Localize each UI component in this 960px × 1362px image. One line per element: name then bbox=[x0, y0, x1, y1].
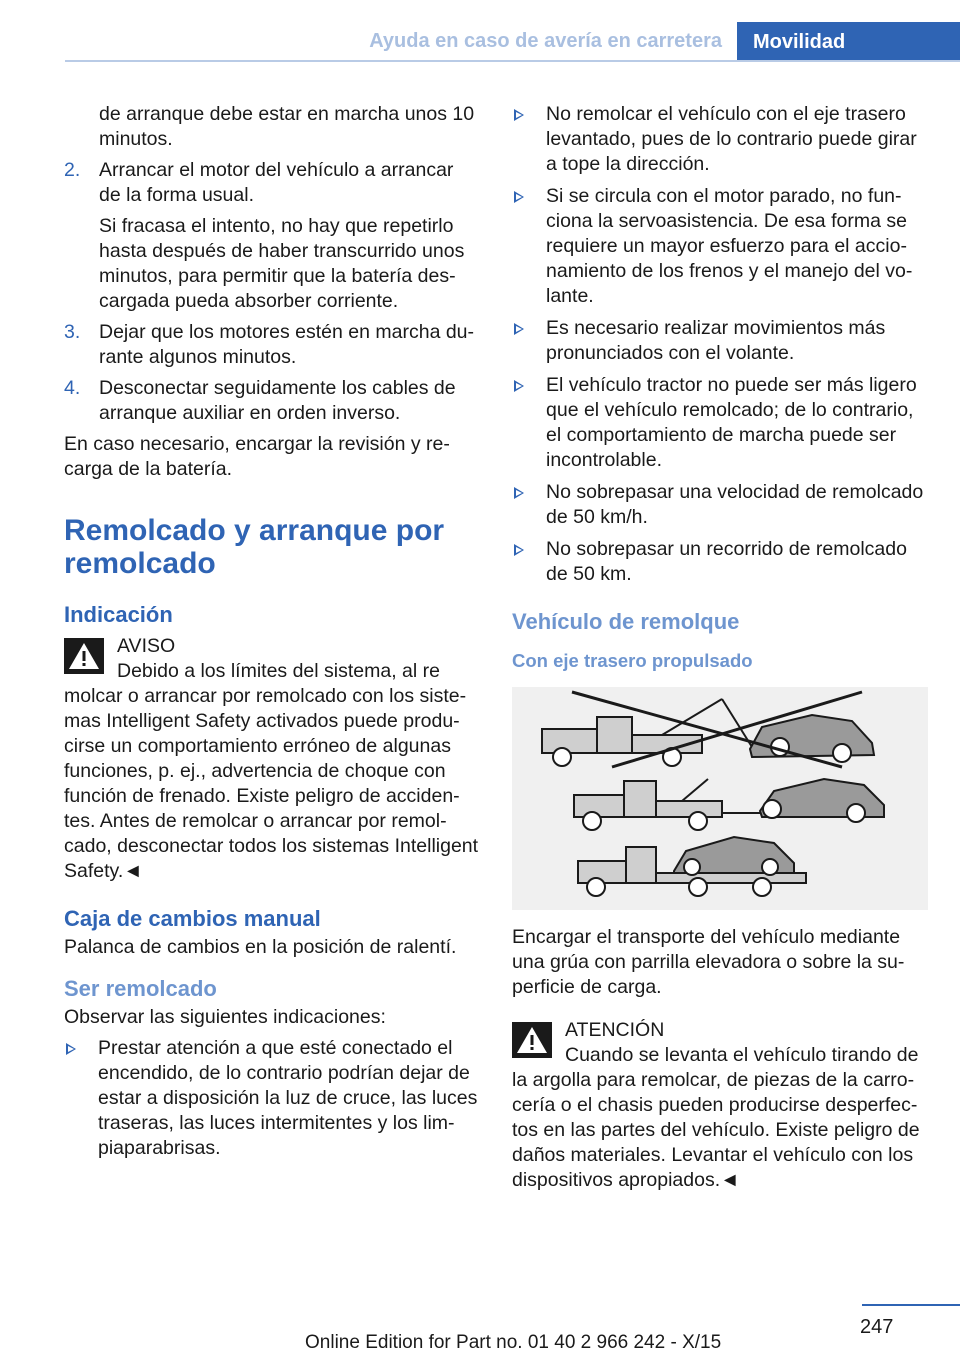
bullet-arrow-icon bbox=[514, 191, 524, 203]
subheading-manual-gearbox: Caja de cambios manual bbox=[64, 906, 321, 931]
step-subtext: Si fracasa el intento, no hay que repetirlo hasta después de haber transcurrido unos minutos, para permitir que la batería descargada pueda absorber corriente. bbox=[99, 215, 465, 312]
bullet-arrow-icon bbox=[514, 380, 524, 392]
figure-caption-text: Encargar el transporte del vehículo mediante una grúa con parrilla elevadora o sobre la superficie de carga. bbox=[512, 926, 905, 998]
list-item-text: No sobrepasar una velocidad de remolcado de 50 km/h. bbox=[546, 481, 924, 528]
step-number: 4. bbox=[64, 377, 81, 399]
step-text: Dejar que los motores estén en marcha durante algunos minutos. bbox=[99, 321, 475, 368]
list-item bbox=[512, 102, 928, 177]
warning-first-line: Debido a los límites del sistema, al re bbox=[117, 660, 440, 682]
being-towed-intro: Observar las siguientes indicaciones: bbox=[64, 1006, 386, 1028]
step-number: 3. bbox=[64, 321, 81, 343]
subheading-tow-vehicle: Vehículo de remolque bbox=[512, 609, 740, 634]
warning-icon bbox=[512, 1022, 552, 1058]
header-rule bbox=[65, 60, 960, 62]
step-text: Arrancar el motor del vehículo a arrancar de la forma usual. bbox=[99, 159, 454, 206]
towing-methods-illustration bbox=[512, 687, 928, 910]
subheading-indicacion: Indicación bbox=[64, 602, 173, 627]
list-item-text: El vehículo tractor no puede ser más ligero que el vehículo remolcado; de lo contrario, el comportamiento de marcha puede ser incontrolable. bbox=[546, 374, 917, 471]
list-item bbox=[64, 1036, 480, 1161]
list-item bbox=[512, 184, 928, 309]
list-item-text: Es necesario realizar movimientos más pronunciados con el volante. bbox=[546, 317, 886, 364]
warning-title: AVISO bbox=[117, 635, 176, 657]
step-item bbox=[64, 158, 480, 314]
bullet-arrow-icon bbox=[514, 487, 524, 499]
header-chapter-tab: Movilidad bbox=[737, 22, 960, 62]
list-item-text: Prestar atención a que esté conectado el encendido, de lo contrario podrían dejar de estar a disposición la luz de cruce, las luces traseras, las luces intermitentes y los limpiaparabrisas. bbox=[98, 1037, 478, 1159]
list-item-text: No sobrepasar un recorrido de remolcado de 50 km. bbox=[546, 538, 907, 585]
bullet-arrow-icon bbox=[514, 323, 524, 335]
list-item bbox=[512, 373, 928, 473]
step-item bbox=[64, 320, 480, 370]
header-section-title: Ayuda en caso de avería en carretera bbox=[369, 30, 722, 52]
warning-icon bbox=[64, 638, 104, 674]
manual-gearbox-text: Palanca de cambios en la posición de ralentí. bbox=[64, 936, 457, 958]
list-item bbox=[512, 316, 928, 366]
warning-body: la argolla para remolcar, de piezas de la carrocería o el chasis pueden producirse desperfectos en las partes del vehículo. Existe peligro de daños materiales. Levantar el vehículo con los dispositivos apropiados.◄ bbox=[512, 1069, 920, 1191]
page-number: 247 bbox=[860, 1316, 894, 1338]
list-item bbox=[512, 480, 928, 530]
subheading-rear-axle: Con eje trasero propulsado bbox=[512, 650, 753, 671]
warning-body: molcar o arrancar por remolcado con los sistemas Intelligent Safety activados puede producirse un comportamiento erróneo de algunas funciones, p. ej., advertencia de choque con función de frenado. Existe peligro de accidentes. Antes de remolcar o arrancar por remolcado, desconectar todos los sistemas Intelligent Safety.◄ bbox=[64, 685, 479, 882]
list-item-text: No remolcar el vehículo con el eje trasero levantado, pues de lo contrario puede girar a tope la dirección. bbox=[546, 103, 917, 175]
right-column bbox=[512, 102, 928, 1209]
subheading-being-towed: Ser remolcado bbox=[64, 976, 217, 1001]
step-text: Desconectar seguidamente los cables de arranque auxiliar en orden inverso. bbox=[99, 377, 456, 424]
bullet-arrow-icon bbox=[514, 109, 524, 121]
bullet-arrow-icon bbox=[514, 544, 524, 556]
warning-first-line: Cuando se levanta el vehículo tirando de bbox=[565, 1044, 919, 1066]
warning-aviso bbox=[64, 634, 480, 884]
warning-title: ATENCIÓN bbox=[565, 1019, 665, 1041]
left-column bbox=[64, 102, 480, 1168]
continued-step-text: de arranque debe estar en marcha unos 10 minutos. bbox=[99, 103, 475, 150]
footer-edition-text: Online Edition for Part no. 01 40 2 966 242 - X/15 bbox=[305, 1332, 722, 1353]
warning-atencion bbox=[512, 1018, 928, 1193]
footer-rule bbox=[862, 1304, 960, 1306]
battery-note: En caso necesario, encargar la revisión y recarga de la batería. bbox=[64, 433, 450, 480]
list-item-text: Si se circula con el motor parado, no funciona la servoasistencia. De esa forma se requiere un mayor esfuerzo para el accionamiento de los frenos y el manejo del volante. bbox=[546, 185, 913, 307]
bullet-arrow-icon bbox=[66, 1043, 76, 1055]
step-number: 2. bbox=[64, 159, 81, 181]
step-item bbox=[64, 376, 480, 426]
section-heading-towing: Remolcado y arranque por remolcado bbox=[64, 514, 445, 580]
list-item bbox=[512, 537, 928, 587]
